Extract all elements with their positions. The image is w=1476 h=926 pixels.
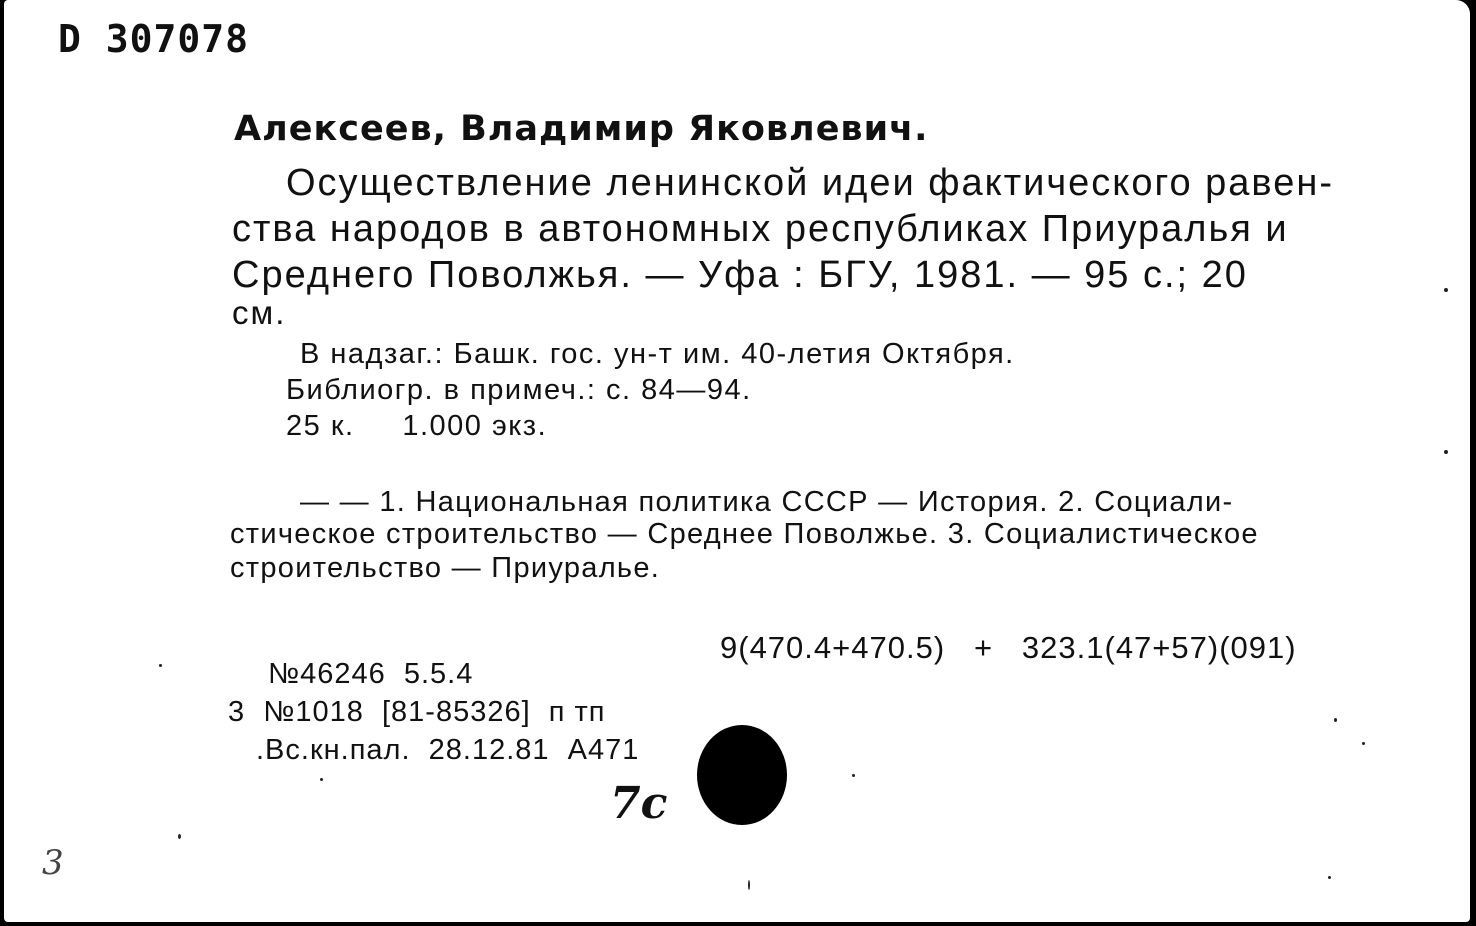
subject-line: стическое строительство — Среднее Поволжье. 3. Социалистическое	[230, 518, 1259, 550]
note-line: 25 к. 1.000 экз.	[286, 410, 548, 442]
code-line: №46246 5.5.4	[268, 658, 474, 690]
speck	[1444, 288, 1448, 292]
speck	[1328, 876, 1331, 879]
margin-mark: 3	[42, 843, 64, 883]
subject-line: строительство — Приуралье.	[230, 552, 661, 584]
speck	[159, 664, 162, 667]
title-line: ства народов в автономных республиках Приуралья и	[232, 208, 1289, 250]
code-line: .Вс.кн.пал. 28.12.81 А471	[256, 734, 640, 766]
title-line: Осуществление ленинской идеи фактического равен-	[286, 162, 1334, 204]
title-line: см.	[232, 294, 287, 331]
code-line: 3 №1018 [81-85326] п тп	[228, 696, 606, 728]
note-line: Библиогр. в примеч.: с. 84—94.	[286, 374, 752, 406]
classification-index: 9(470.4+470.5) + 323.1(47+57)(091)	[720, 630, 1297, 665]
speck	[852, 774, 855, 777]
speck	[1362, 742, 1365, 745]
speck	[320, 778, 323, 781]
speck	[748, 880, 750, 890]
speck	[1334, 718, 1337, 722]
catalog-card	[4, 0, 1470, 922]
note-line: В надзаг.: Башк. гос. ун-т им. 40-летия Октября.	[300, 338, 1015, 370]
inventory-number: D 307078	[58, 17, 250, 61]
handwritten-mark: 7c	[610, 778, 668, 829]
title-line: Среднего Поволжья. — Уфа : БГУ, 1981. — 95 с.; 20	[232, 254, 1248, 296]
speck	[178, 834, 181, 839]
speck	[1444, 450, 1448, 454]
punched-hole	[697, 725, 787, 825]
author-heading: Алексеев, Владимир Яковлевич.	[234, 109, 929, 149]
subject-line: — — 1. Национальная политика СССР — История. 2. Социали-	[300, 486, 1234, 518]
